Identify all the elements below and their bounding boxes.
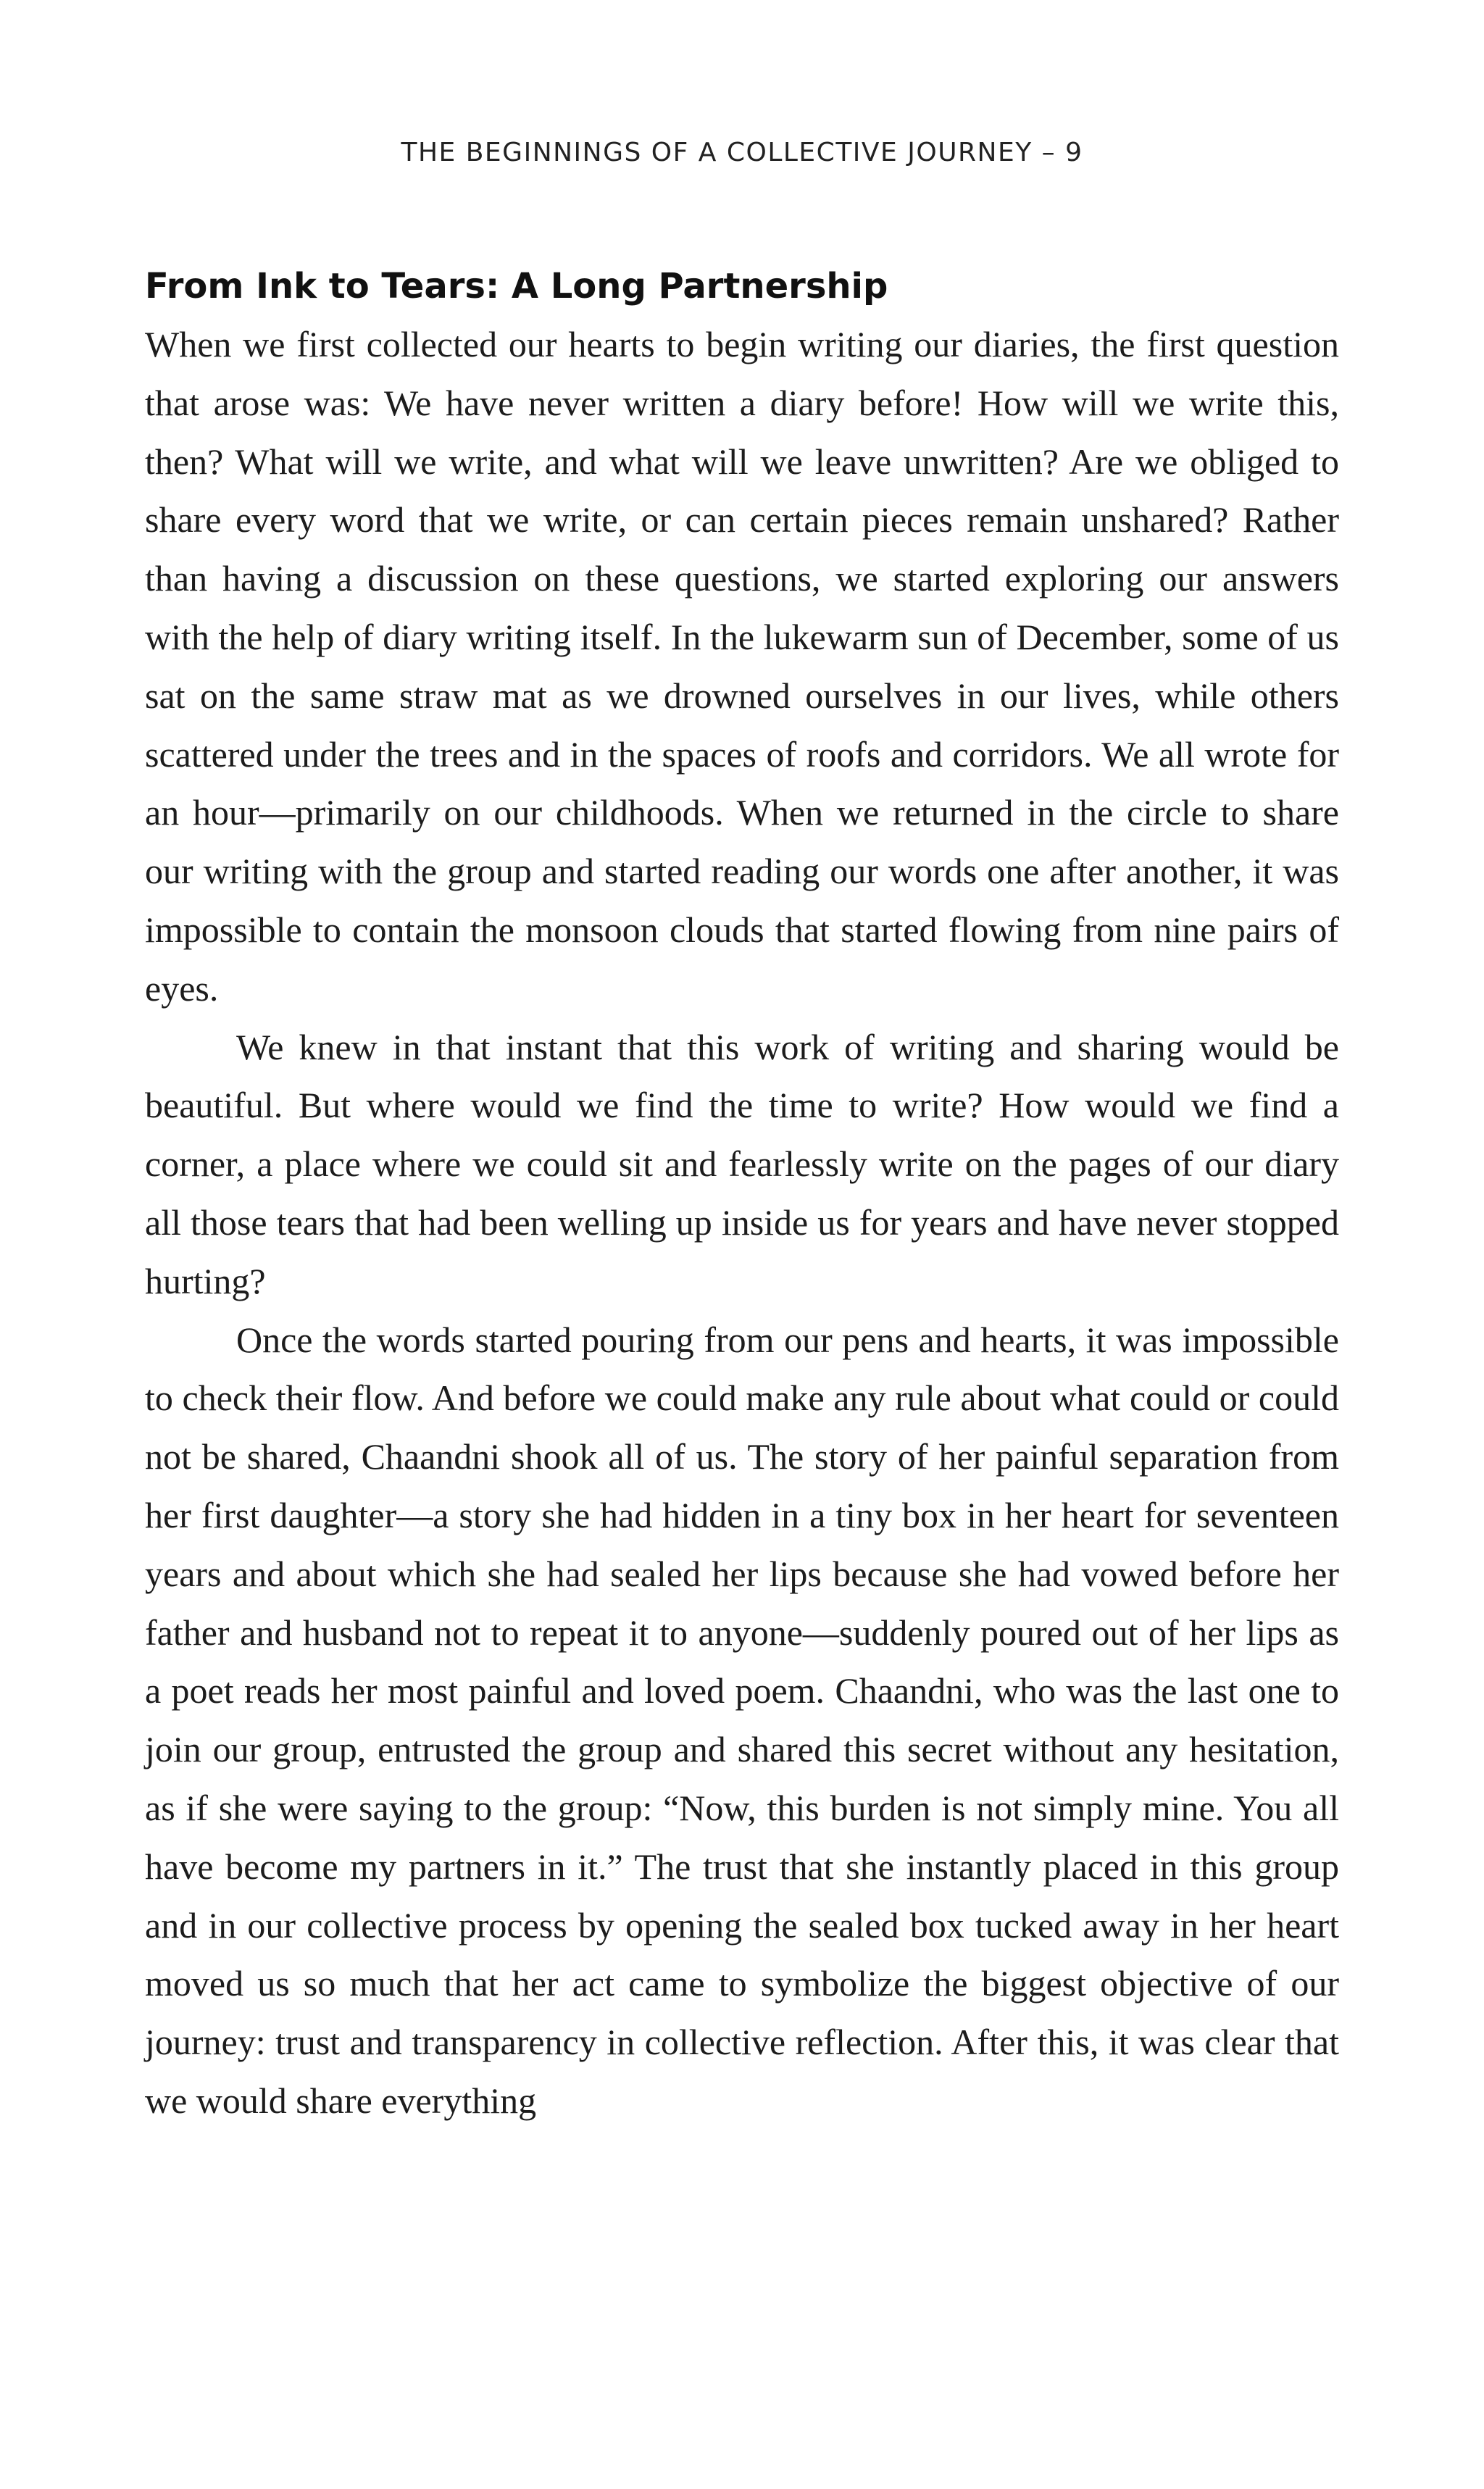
- body-text: [145, 257, 1339, 2130]
- running-head: THE BEGINNINGS OF A COLLECTIVE JOURNEY – 9: [401, 138, 1083, 167]
- paragraph-1: When we first collected our hearts to begin writing our diaries, the first question that arose was: We have never written a diary before! How will we write this, then? What will we write, and what will we leave unwritten? Are we obliged to share every word that we write, or can certain pieces remain unshared? Rather than having a discussion on these questions, we started exploring our answers with the help of diary writing itself. In the lukewarm sun of December, some of us sat on the same straw mat as we drowned ourselves in our lives, while others scattered under the trees and in the spaces of roofs and corridors. We all wrote for an hour—primarily on our childhoods. When we returned in the circle to share our writing with the group and started reading our words one after another, it was impossible to contain the monsoon clouds that started flowing from nine pairs of eyes.: [145, 324, 1339, 1009]
- paragraph-3: Once the words started pouring from our pens and hearts, it was impossible to check their flow. And before we could make any rule about what could or could not be shared, Chaandni shook all of us. The story of her painful separation from her first daughter—a story she had hidden in a tiny box in her heart for seventeen years and about which she had sealed her lips because she had vowed before her father and husband not to repeat it to anyone—suddenly poured out of her lips as a poet reads her most painful and loved poem. Chaandni, who was the last one to join our group, entrusted the group and shared this secret without any hesitation, as if she were saying to the group: “Now, this burden is not simply mine. You all have become my partners in it.” The trust that she instantly placed in this group and in our collective process by opening the sealed box tucked away in her heart moved us so much that her act came to symbolize the biggest objective of our journey: trust and transparency in collective reflection. After this, it was clear that we would share everything: [145, 1319, 1339, 2121]
- paragraph-2: We knew in that instant that this work of writing and sharing would be beautiful. But where would we find the time to write? How would we find a corner, a place where we could sit and fearlessly write on the pages of our diary all those tears that had been welling up inside us for years and have never stopped hurting?: [145, 1026, 1339, 1301]
- section-heading: From Ink to Tears: A Long Partnership: [145, 266, 888, 307]
